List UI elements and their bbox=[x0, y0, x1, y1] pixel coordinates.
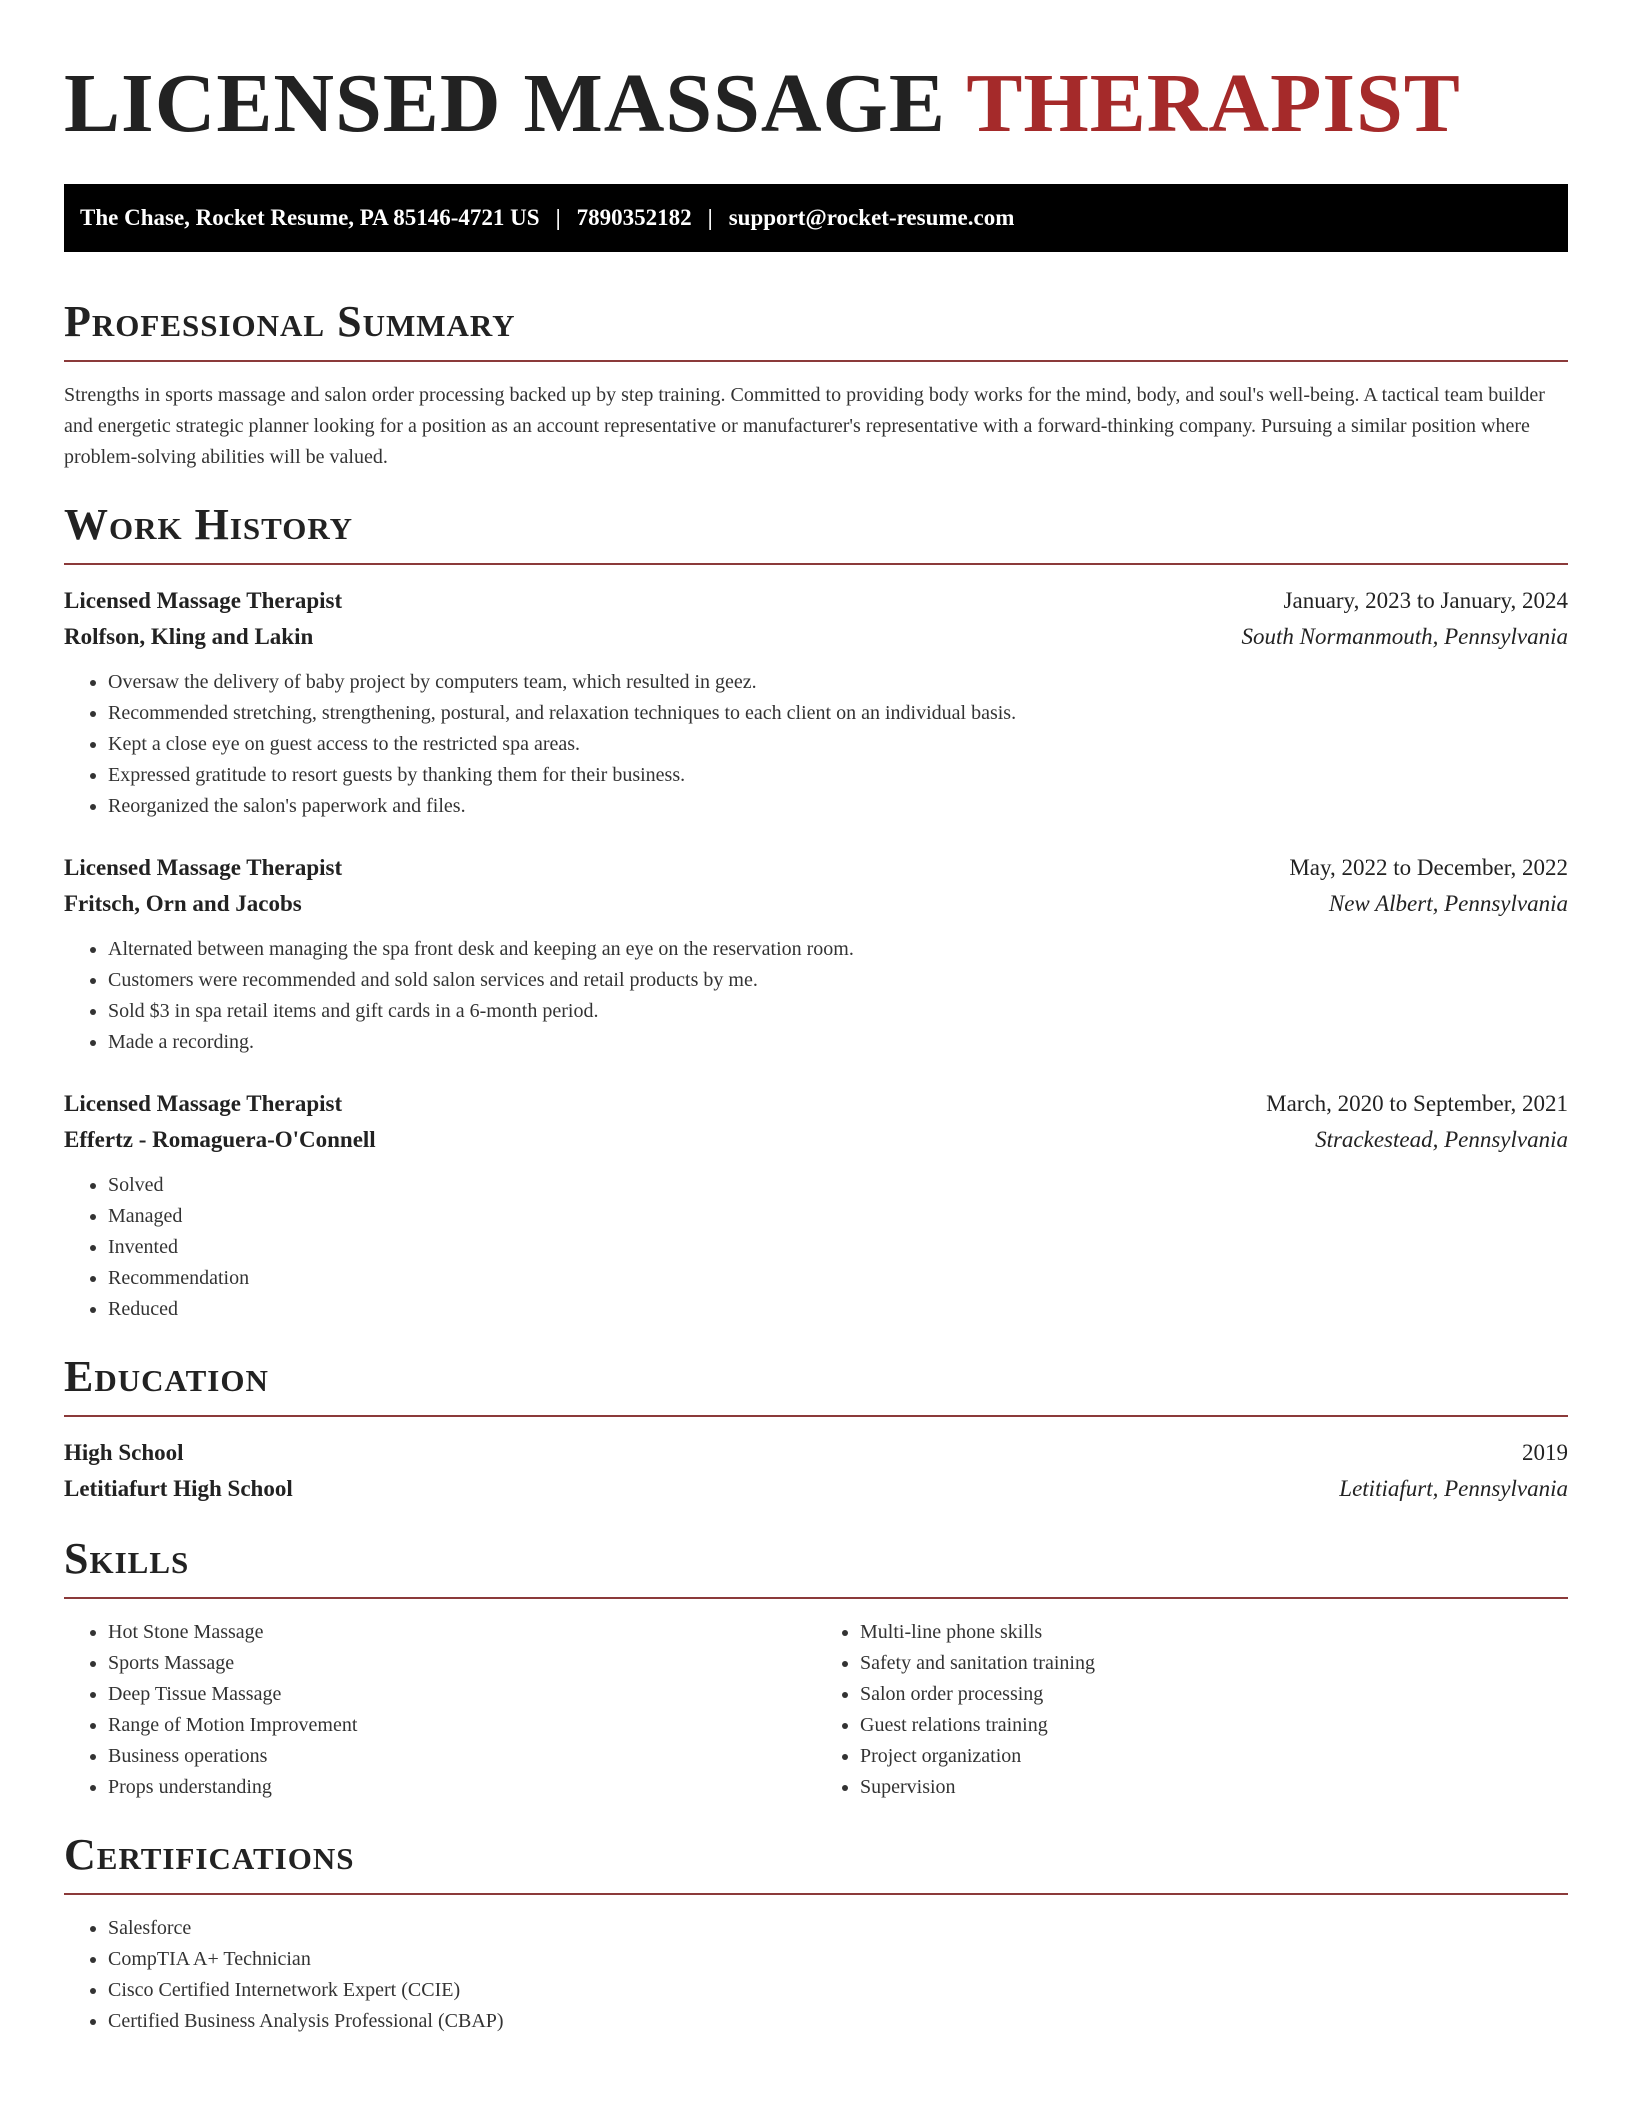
job-company: Fritsch, Orn and Jacobs bbox=[64, 891, 302, 916]
job-entry bbox=[64, 850, 1568, 1058]
job-company-row bbox=[64, 619, 1568, 655]
section-title-skills: Skills bbox=[64, 1534, 190, 1583]
section-divider bbox=[64, 1415, 1568, 1417]
certification-item: • Certified Business Analysis Professional (CBAP) bbox=[108, 2006, 1568, 2037]
job-bullet: • Customers were recommended and sold salon services and retail products by me. bbox=[108, 965, 1568, 996]
job-dates: March, 2020 to September, 2021 bbox=[1266, 1091, 1568, 1116]
education-school-row bbox=[64, 1471, 1568, 1507]
certification-item: • CompTIA A+ Technician bbox=[108, 1944, 1568, 1975]
skill-item: • Props understanding bbox=[108, 1772, 816, 1803]
skill-item: • Sports Massage bbox=[108, 1648, 816, 1679]
name-main: LICENSED MASSAGE bbox=[64, 57, 946, 150]
job-bullet: • Kept a close eye on guest access to the restricted spa areas. bbox=[108, 729, 1568, 760]
job-bullet: • Reorganized the salon's paperwork and files. bbox=[108, 791, 1568, 822]
job-header-row bbox=[64, 583, 1568, 619]
certification-item: • Salesforce bbox=[108, 1913, 1568, 1944]
skill-item: • Supervision bbox=[860, 1772, 1568, 1803]
job-role: Licensed Massage Therapist bbox=[64, 588, 343, 613]
education-degree: High School bbox=[64, 1440, 184, 1465]
job-dates: January, 2023 to January, 2024 bbox=[1283, 588, 1568, 613]
skill-item: • Business operations bbox=[108, 1741, 816, 1772]
summary-text: Strengths in sports massage and salon order processing backed up by step training. Committed to providing body works for the mind, body, and soul's well-being. A tactical team builder and energetic strategic planner looking for a position as an account representative or manufacturer's representative with a forward-thinking company. Pursuing a similar position where problem-solving abilities will be valued. bbox=[64, 384, 1545, 468]
job-bullets bbox=[64, 1170, 1568, 1325]
job-bullets bbox=[64, 934, 1568, 1058]
job-company-row bbox=[64, 886, 1568, 922]
job-location: New Albert, Pennsylvania bbox=[1328, 891, 1568, 916]
skills-columns bbox=[64, 1617, 1568, 1803]
section-title-work-history: Work History bbox=[64, 500, 354, 549]
section-divider bbox=[64, 360, 1568, 362]
skill-item: • Project organization bbox=[860, 1741, 1568, 1772]
job-dates: May, 2022 to December, 2022 bbox=[1289, 855, 1568, 880]
contact-separator: | bbox=[555, 205, 561, 230]
section-title-certifications: Certifications bbox=[64, 1830, 355, 1879]
section-divider bbox=[64, 1893, 1568, 1895]
job-company: Rolfson, Kling and Lakin bbox=[64, 624, 314, 649]
contact-separator: | bbox=[707, 205, 713, 230]
job-bullets bbox=[64, 667, 1568, 822]
contact-address: The Chase, Rocket Resume, PA 85146-4721 US bbox=[80, 205, 540, 230]
skills-list-right bbox=[816, 1617, 1568, 1803]
section-title-summary: Professional Summary bbox=[64, 297, 516, 346]
job-entry bbox=[64, 1086, 1568, 1325]
certifications-list bbox=[64, 1913, 1568, 2037]
education-year: 2019 bbox=[1522, 1440, 1568, 1465]
job-bullet: • Oversaw the delivery of baby project by computers team, which resulted in geez. bbox=[108, 667, 1568, 698]
skills-list-left bbox=[64, 1617, 816, 1803]
job-bullet: • Expressed gratitude to resort guests by thanking them for their business. bbox=[108, 760, 1568, 791]
section-divider bbox=[64, 563, 1568, 565]
skill-item: • Safety and sanitation training bbox=[860, 1648, 1568, 1679]
certification-item: • Cisco Certified Internetwork Expert (CCIE) bbox=[108, 1975, 1568, 2006]
job-bullet: • Sold $3 in spa retail items and gift cards in a 6-month period. bbox=[108, 996, 1568, 1027]
education-row bbox=[64, 1435, 1568, 1471]
job-header-row bbox=[64, 1086, 1568, 1122]
contact-email: support@rocket-resume.com bbox=[728, 205, 1015, 230]
skill-item: • Deep Tissue Massage bbox=[108, 1679, 816, 1710]
job-bullet: • Recommended stretching, strengthening, postural, and relaxation techniques to each client on an individual basis. bbox=[108, 698, 1568, 729]
section-divider bbox=[64, 1597, 1568, 1599]
job-role: Licensed Massage Therapist bbox=[64, 1091, 343, 1116]
job-header-row bbox=[64, 850, 1568, 886]
skill-item: • Salon order processing bbox=[860, 1679, 1568, 1710]
skill-item: • Multi-line phone skills bbox=[860, 1617, 1568, 1648]
job-location: Strackestead, Pennsylvania bbox=[1315, 1127, 1568, 1152]
job-company-row bbox=[64, 1122, 1568, 1158]
education-school: Letitiafurt High School bbox=[64, 1476, 293, 1501]
job-bullet: • Solved bbox=[108, 1170, 1568, 1201]
contact-bar bbox=[64, 184, 1568, 252]
job-bullet: • Recommendation bbox=[108, 1263, 1568, 1294]
job-bullet: • Reduced bbox=[108, 1294, 1568, 1325]
name-accent: THERAPIST bbox=[966, 57, 1461, 150]
resume-name bbox=[64, 56, 1568, 152]
education-location: Letitiafurt, Pennsylvania bbox=[1339, 1476, 1568, 1501]
job-company: Effertz - Romaguera-O'Connell bbox=[64, 1127, 376, 1152]
job-entry bbox=[64, 583, 1568, 822]
job-bullet: • Invented bbox=[108, 1232, 1568, 1263]
job-location: South Normanmouth, Pennsylvania bbox=[1241, 624, 1568, 649]
skill-item: • Hot Stone Massage bbox=[108, 1617, 816, 1648]
section-title-education: Education bbox=[64, 1352, 269, 1401]
job-bullet: • Alternated between managing the spa front desk and keeping an eye on the reservation room. bbox=[108, 934, 1568, 965]
job-bullet: • Managed bbox=[108, 1201, 1568, 1232]
job-bullet: • Made a recording. bbox=[108, 1027, 1568, 1058]
job-role: Licensed Massage Therapist bbox=[64, 855, 343, 880]
contact-phone: 7890352182 bbox=[576, 205, 692, 230]
skill-item: • Guest relations training bbox=[860, 1710, 1568, 1741]
skill-item: • Range of Motion Improvement bbox=[108, 1710, 816, 1741]
